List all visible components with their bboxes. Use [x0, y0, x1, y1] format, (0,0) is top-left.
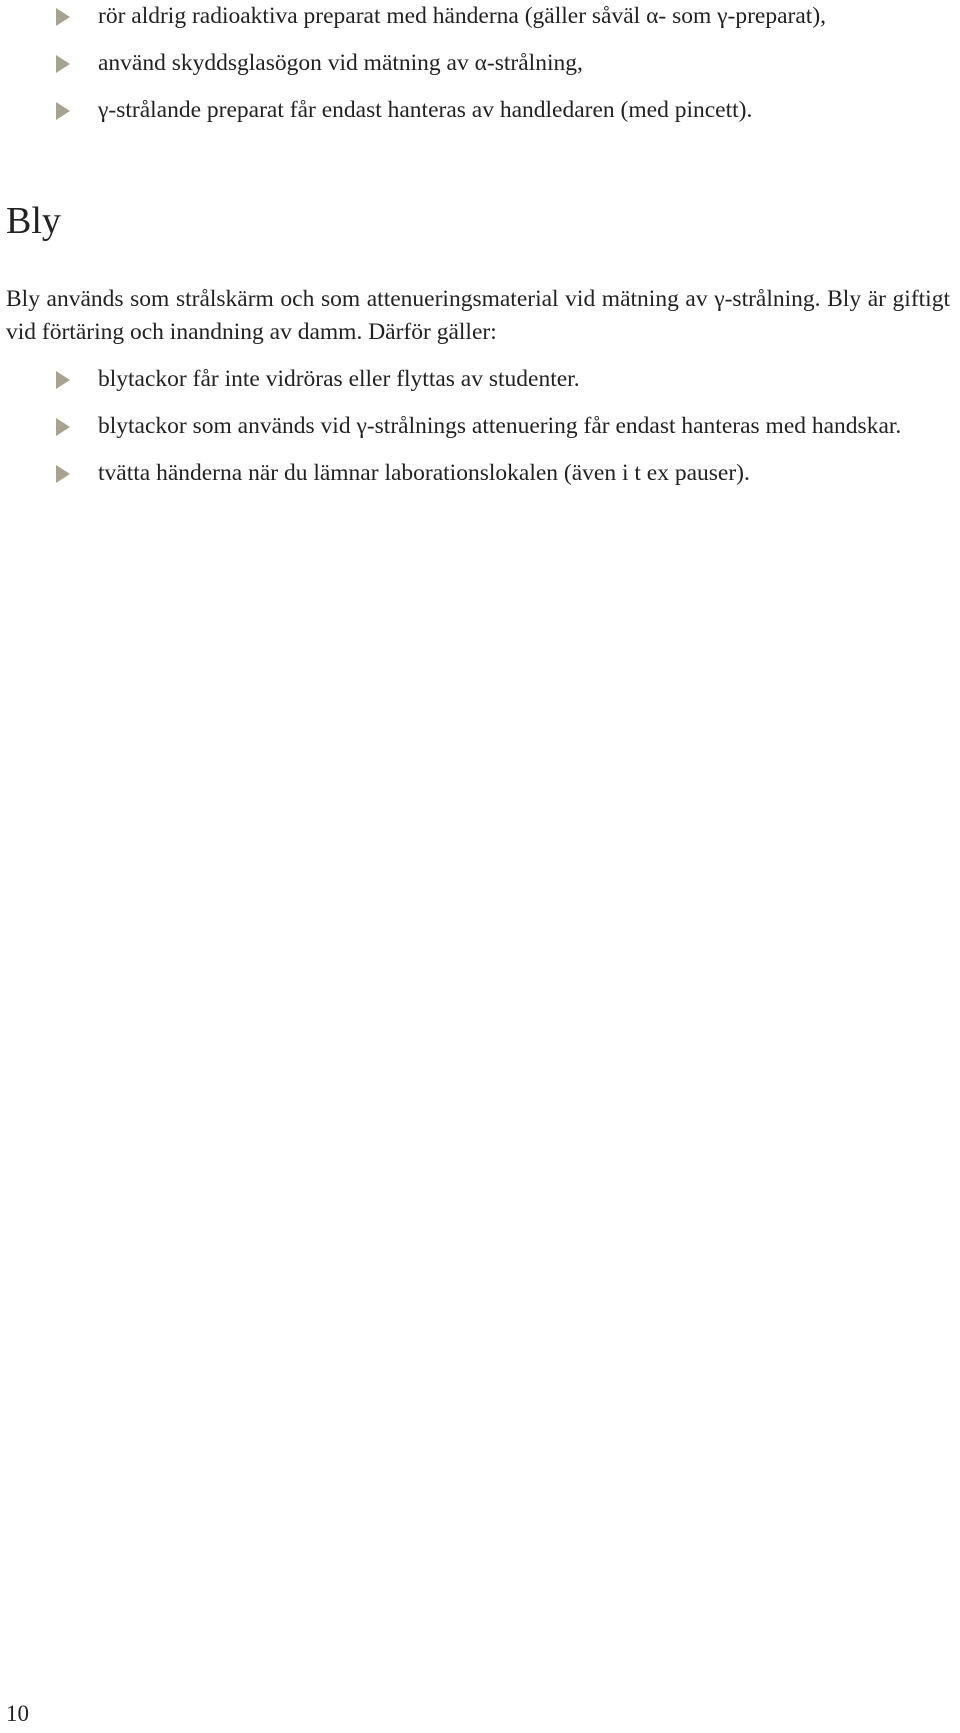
triangle-right-icon — [56, 55, 70, 73]
triangle-right-icon — [56, 465, 70, 483]
section-heading: Bly — [6, 200, 61, 242]
list-item-text: γ-strålande preparat får endast hanteras av handledaren (med pincett). — [98, 97, 753, 123]
page-content — [6, 0, 956, 490]
list-item — [6, 47, 956, 80]
triangle-right-icon — [56, 8, 70, 26]
list-item-text: blytackor får inte vidröras eller flyttas av studenter. — [98, 366, 580, 392]
section-paragraph: Bly används som strålskärm och som attenueringsmaterial vid mätning av γ-strålning. Bly är giftigt vid förtäring och inandning av damm. Därför gäller: — [6, 286, 950, 345]
list-item-text: blytackor som används vid γ-strålnings attenuering får endast hanteras med handskar. — [98, 413, 902, 439]
safety-bullet-list — [6, 0, 956, 127]
triangle-right-icon — [56, 418, 70, 436]
list-item — [6, 94, 956, 127]
lead-bullet-list — [6, 363, 956, 490]
list-item-text: använd skyddsglasögon vid mätning av α-strålning, — [98, 50, 583, 76]
list-item — [6, 0, 956, 33]
triangle-right-icon — [56, 102, 70, 120]
list-item — [6, 363, 956, 396]
list-item — [6, 457, 956, 490]
page-number: 10 — [6, 1701, 29, 1726]
triangle-right-icon — [56, 371, 70, 389]
list-item-text: tvätta händerna när du lämnar laborationslokalen (även i t ex pauser). — [98, 460, 750, 486]
list-item — [6, 410, 956, 443]
list-item-text: rör aldrig radioaktiva preparat med händerna (gäller såväl α- som γ-preparat), — [98, 3, 827, 29]
